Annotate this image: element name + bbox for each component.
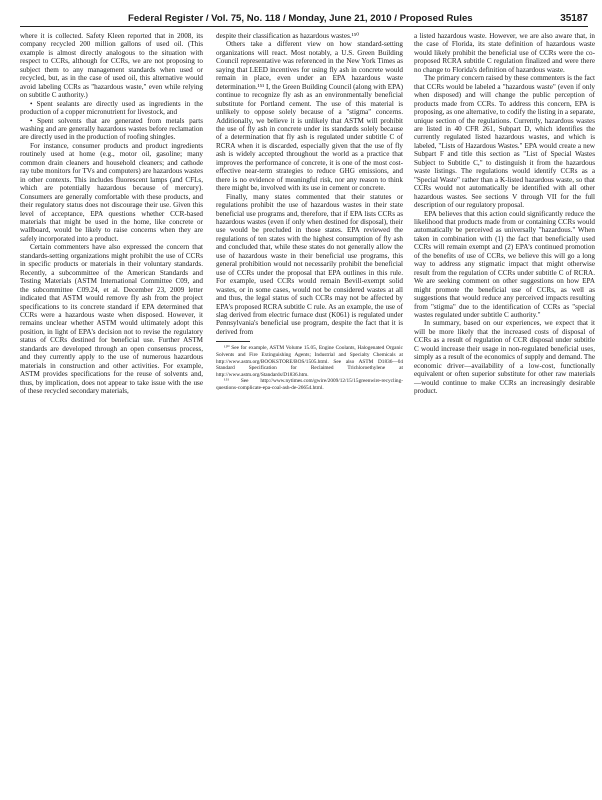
header-title: Federal Register / Vol. 75, No. 118 / Monday, June 21, 2010 / Proposed Rules — [128, 13, 473, 24]
paragraph: Others take a different view on how standard-setting organizations will react. Most notably, a U.S. Green Building Council representative was referenced in the New York Times as saying that LEED incentives for using fly ash in concrete would remain in place, even under an EPA hazardous waste determination.¹⁵¹ I, the Green Building Council (along with EPA) continue to recognize fly ash as an environmentally beneficial substitute for Portland cement. The use of this material is unlikely to oppose solely because of a "stigma" concerns. Additionally, we believe it is unlikely that ASTM will prohibit the use of fly ash in concrete under its standards solely because of a determination that fly ash is regulated under subtitle C of RCRA when it is discarded, especially given that the use of fly ash is widely accepted throughout the world as a practice that improves the performance of concrete, it is one of the most cost-effective near-term strategies to reduce GHG emissions, and there is no evidence of meaningful risk, nor any reason to think there might be, involved with its use in cement or concrete. — [216, 40, 403, 193]
column-2 — [216, 32, 403, 391]
column-1 — [20, 32, 203, 395]
footnote: ¹⁵¹ See http://www.nytimes.com/gwire/2009/12/15/15greenwire-recycling-questions-complicate-epa-coal-ash-de-26654.html. — [216, 378, 403, 391]
header-rule — [20, 26, 588, 27]
paragraph: a listed hazardous waste. However, we are also aware that, in the case of Florida, its state definition of hazardous waste would likely prohibit the beneficial use of CCRs were the co-proposed RCRA subtitle C regulation finalized and were there no change to Florida's definition of hazardous waste. — [414, 32, 595, 74]
column-3 — [414, 32, 595, 395]
bullet-item: • Spent solvents that are generated from metals parts washing and are generally hazardous wastes before reclamation are directly used in the production of roofing shingles. — [20, 116, 203, 142]
footnote-rule — [216, 341, 250, 342]
paragraph: Certain commenters have also expressed the concern that standards-setting organizations might prohibit the use of CCRs in specific products or materials in their voluntary standards. Recently, a subcommittee of the American Standards and Testing Materials (ASTM International Committee C09, and the subcommittee C09.24, et al. December 23, 2009 letter indicated that ASTM would remove fly ash from the project specifications to its concrete standard if EPA determined that CCRs were a hazardous waste when disposed. However, it remains unclear whether ASTM would ultimately adopt this position, in light of EPA's decision not to revise the regulatory status of CCRs destined for beneficial use. Further ASTM standards are developed through an open consensus process, and they currently apply to the use of numerous hazardous materials in construction and other activities. For example, ASTM provides specifications for the reuse of solvents and, thus, by implication, does not appear to take issue with the use of these recycled secondary materials, — [20, 243, 203, 396]
paragraph: EPA believes that this action could significantly reduce the likelihood that products made from or containing CCRs would automatically be perceived as universally "hazardous." When taken in combination with (1) the fact that beneficially used CCRs will remain exempt and (2) EPA's continued promotion of the benefits of use of CCRs, we believe this will go a long way to address any stigmatic impact that might otherwise result from the regulation of CCRs under subtitle C of RCRA. We are seeking comment on other suggestions on how EPA might promote the beneficial use of CCRs, as well as suggestions that would reduce any perceived impacts resulting from "stigma" due to the identification of CCRs as "special wastes regulated under subtitle C authority." — [414, 209, 595, 319]
bullet-item: • Spent sealants are directly used as ingredients in the production of a copper micronutrient for livestock, and — [20, 99, 203, 117]
paragraph: despite their classification as hazardous wastes.¹⁵⁰ — [216, 32, 360, 40]
paragraph: where it is collected. Safety Kleen reported that in 2008, its company recycled 200 million gallons of used oil. (This example is almost directly analogous to the situation with respect to CCRs, although for CCRs, we are not proposing to subject them to any management standards when used or recycled, but, as in the case of used oil, this alternative would avoid labeling CCRs as "hazardous waste," even while relying on subtitle C authority.) — [20, 32, 203, 100]
page-number: 35187 — [560, 13, 588, 24]
paragraph: The primary concern raised by these commenters is the fact that CCRs would be labeled a "hazardous waste" (even if only when disposed) and will change the public perception of products made from CCRs. To address this concern, EPA is proposing, as one alternative, to codify the listing in a separate, unique section of the regulations. Currently, hazardous wastes are listed in 40 CFR 261, Subpart D, which identifies the currently regulated listed hazardous wastes, and which is labeled, "Lists of Hazardous Wastes." EPA would create a new Subpart F and title this section as "List of Special Wastes Subject to Subtitle C," to distinguish it from the hazardous waste listings. The regulations would identify CCRs as a "Special Waste" rather than a K-listed hazardous waste, so that CCRs would not automatically be identified with all other hazardous wastes. See sections V through VII for the full description of our regulatory proposal. — [414, 74, 595, 210]
paragraph: In summary, based on our experiences, we expect that it will be more likely that the increased costs of disposal of CCRs as a result of regulation of CCR disposal under subtitle C would increase their usage in non-regulated beneficial uses, simply as a result of the economics of supply and demand. The economic driver—availability of a low-cost, functionally equivalent or often superior substitute for other raw materials—would continue to make CCRs an increasingly desirable product. — [414, 319, 595, 396]
footnote: ¹⁵⁰ See for example, ASTM Volume 15.05, Engine Coolants, Halogenated Organic Solvents and Fire Extinguishing Agents; Industrial and Specialty Chemicals at http://www.astm.org/BOOKSTORE/BOS/1505.html. See also ASTM D1836—04 Standard Specification for Reclaimed Trichloroethylene at http://www.astm.org/Standards/D1836.htm. — [216, 345, 403, 378]
page-header — [20, 11, 588, 25]
paragraph: Finally, many states commented that their statutes or regulations prohibit the use of hazardous wastes in their state beneficial use programs and, therefore, that if EPA lists CCRs as hazardous wastes (even if only when destined for disposal), their use would be precluded in those states. EPA reviewed the regulations of ten states with the highest consumption of fly ash and concluded that, while these states do not generally allow the use of hazardous waste in their beneficial use programs, this general prohibition would not necessarily prohibit the beneficial use of CCRs under the proposal that EPA outlines in this rule. For example, used CCRs would remain Bevill-exempt solid wastes, or in some cases, would not be considered wastes at all and thus, the legal status of such CCRs may not be affected by EPA's proposed RCRA subtitle C rule. As an example, the use of slag derived from electric furnace dust (K061) is regulated under Pennsylvania's beneficial use program, despite the fact that it is derived from — [216, 192, 403, 336]
paragraph: For instance, consumer products and product ingredients routinely used at home (e.g., motor oil, gasoline; many common drain cleaners and household cleaners; and cathode ray tube monitors for TVs and computers) are hazardous wastes in other contexts. This includes fluorescent lamps (and CFLs, which are potentially hazardous because of mercury). Consumers are generally comfortable with these products, and their regulatory status does not discourage their use. Given this level of acceptance, EPA questions whether CCR-based materials that might be used in the home, like concrete or wallboard, would be likely to raise concerns when they are safely incorporated into a product. — [20, 141, 203, 243]
